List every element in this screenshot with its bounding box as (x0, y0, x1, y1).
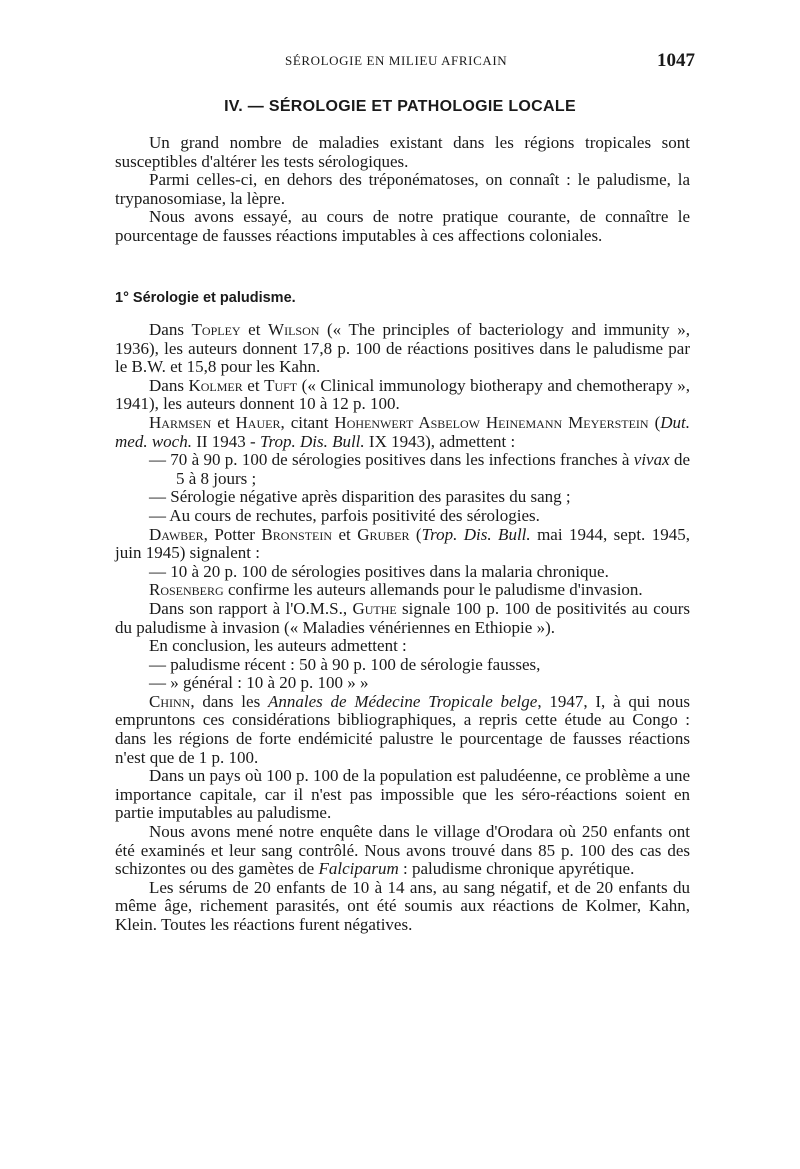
paragraph-population: Dans un pays où 100 p. 100 de la population est paludéenne, ce problème a une importance capitale, car il n'est pas impossible que les séro-réactions soient en partie imputables au paludisme. (115, 766, 690, 823)
section-title: IV. — SÉROLOGIE ET PATHOLOGIE LOCALE (224, 98, 576, 115)
author-name: Bronstein (261, 524, 333, 544)
author-name: Chinn (149, 691, 191, 711)
paragraph-harmsen: Harmsen et Hauer, citant Hohenwert Asbelow Heinemann Meyerstein (Dut. med. woch. II 1943 - Trop. Dis. Bull. IX 1943), admettent : (115, 412, 690, 451)
author-name: Harmsen (149, 412, 212, 432)
list-item: — » général : 10 à 20 p. 100 » » (149, 673, 369, 693)
paragraph-rosenberg: Rosenberg confirme les auteurs allemands pour le paludisme d'invasion. (149, 580, 643, 600)
author-name: Hohenwert Asbelow Heinemann Meyerstein (334, 412, 649, 432)
list-item: — 10 à 20 p. 100 de sérologies positives dans la malaria chronique. (149, 561, 609, 581)
journal-name: Trop. Dis. Bull. (421, 524, 531, 544)
paragraph-conclusion: En conclusion, les auteurs admettent : (149, 636, 407, 656)
body-block (115, 321, 690, 935)
running-title: SÉROLOGIE EN MILIEU AFRICAIN (285, 53, 508, 68)
author-name: Hauer (235, 412, 281, 432)
journal-name: Annales de Médecine Tropicale belge (267, 691, 538, 711)
paragraph-kolmer: Dans Kolmer et Tuft (« Clinical immunology biotherapy and chemotherapy », 1941), les auteurs donnent 10 à 12 p. 100. (115, 375, 690, 414)
paragraph-dawber: Dawber, Potter Bronstein et Gruber (Trop. Dis. Bull. mai 1944, sept. 1945, juin 1945) signalent : (115, 524, 690, 563)
paragraph-guthe: Dans son rapport à l'O.M.S., Guthe signale 100 p. 100 de positivités au cours du paludisme à invasion (« Maladies vénériennes en Ethiopie »). (115, 598, 690, 637)
list-item: — paludisme récent : 50 à 90 p. 100 de sérologie fausses, (149, 654, 541, 674)
paragraph-serums: Les sérums de 20 enfants de 10 à 14 ans, au sang négatif, et de 20 enfants du même âge, richement parasités, ont été soumis aux réactions de Kolmer, Kahn, Klein. Toutes les réactions furent négatives. (115, 877, 690, 934)
intro-block (115, 134, 690, 246)
author-name: Dawber (149, 524, 204, 544)
subsection-title: 1° Sérologie et paludisme. (115, 290, 296, 306)
journal-name: Trop. Dis. Bull. (259, 431, 365, 451)
intro-paragraph: Un grand nombre de maladies existant dans les régions tropicales sont susceptibles d'altérer les tests sérologiques. (115, 133, 690, 171)
list-item: — Sérologie négative après disparition des parasites du sang ; (149, 487, 571, 507)
intro-paragraph: Nous avons essayé, au cours de notre pratique courante, de connaître le pourcentage de fausses réactions imputables à ces affections coloniales. (115, 207, 690, 245)
author-name: Wilson (268, 320, 320, 339)
list-item: — 70 à 90 p. 100 de sérologies positives dans les infections franches à vivax de 5 à 8 jours ; (149, 450, 690, 488)
page-number: 1047 (657, 50, 695, 71)
paragraph-topley: Dans Topley et Wilson (« The principles of bacteriology and immunity », 1936), les auteurs donnent 17,8 p. 100 de réactions positives dans le paludisme par le B.W. et 15,8 pour les Kahn. (115, 320, 690, 377)
list-item: — Au cours de rechutes, parfois positivité des sérologies. (149, 505, 540, 525)
author-name: Kolmer (188, 375, 243, 395)
author-name: Guthe (352, 598, 397, 618)
author-name: Topley (191, 320, 241, 339)
paragraph-orodara: Nous avons mené notre enquête dans le village d'Orodara où 250 enfants ont été examinés et leur sang contrôlé. Nous avons trouvé dans 85 p. 100 des cas des schizontes ou des gamètes de Falciparum : paludisme chronique apyrétique. (115, 822, 690, 879)
journal-name: Dut. med. woch. (115, 412, 690, 451)
paragraph-chinn: Chinn, dans les Annales de Médecine Tropicale belge, 1947, I, à qui nous empruntons ces considérations bibliographiques, a repris cette étude au Congo : dans les régions de forte endémicité palustre le pourcentage de fausses réactions n'est que de 1 p. 100. (115, 691, 691, 767)
author-name: Gruber (357, 524, 410, 544)
author-name: Rosenberg (149, 580, 224, 600)
intro-paragraph: Parmi celles-ci, en dehors des tréponématoses, on connaît : le paludisme, la trypanosomiase, la lèpre. (115, 170, 690, 208)
author-name: Tuft (264, 375, 298, 395)
